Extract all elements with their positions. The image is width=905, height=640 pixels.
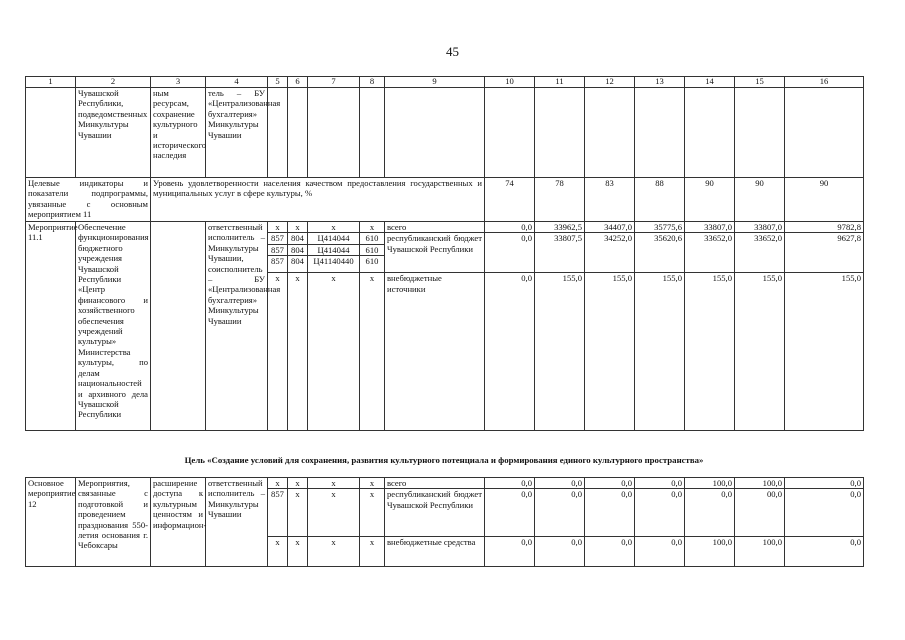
column-header: 9: [385, 77, 485, 88]
column-header: 15: [735, 77, 785, 88]
column-header: 8: [360, 77, 385, 88]
grbs-code: 857: [268, 256, 288, 273]
amount: 0,0: [785, 489, 864, 537]
section-code: x: [288, 273, 308, 431]
target-code: Ц414044: [308, 244, 360, 255]
expense-type-code: 610: [360, 256, 385, 273]
target-code: Ц41140440: [308, 256, 360, 273]
expense-type-code: x: [360, 273, 385, 431]
amount: 155,0: [635, 273, 685, 431]
grbs-code: 857: [268, 233, 288, 244]
amount: 35620,6: [635, 233, 685, 273]
amount: 0,0: [635, 537, 685, 567]
column-header: 6: [288, 77, 308, 88]
column-header: 13: [635, 77, 685, 88]
amount: 155,0: [535, 273, 585, 431]
cont-executor-text: Чувашской Республики, подведомственных Минкультуры Чувашии: [76, 88, 151, 178]
funding-source: всего: [385, 222, 485, 233]
expense-type-code: 610: [360, 244, 385, 255]
goal-heading: Цель «Создание условий для сохранения, развития культурного потенциала и формирования единого культурного пространства»: [184, 455, 704, 465]
amount: 0,0: [485, 537, 535, 567]
amount: 100,0: [685, 478, 735, 489]
amount: 0,0: [785, 537, 864, 567]
indicator-value: 88: [635, 178, 685, 222]
amount: 0,0: [485, 222, 535, 233]
column-header: 5: [268, 77, 288, 88]
measure-goal: расширение доступа к культурным ценностям и информацион-: [151, 478, 206, 567]
amount: 0,0: [535, 537, 585, 567]
amount: 0,0: [535, 478, 585, 489]
grbs-code: 857: [268, 489, 288, 537]
grbs-code: 857: [268, 244, 288, 255]
amount: 00,0: [735, 489, 785, 537]
cont-responsible-text: тель – БУ «Централизованная бухгалтерия» Минкультуры Чувашии: [206, 88, 268, 178]
amount: 33652,0: [735, 233, 785, 273]
amount: 0,0: [535, 489, 585, 537]
empty-cell: [635, 88, 685, 178]
amount: 35775,6: [635, 222, 685, 233]
section-code: 804: [288, 233, 308, 244]
section-code: x: [288, 489, 308, 537]
indicator-value: 83: [585, 178, 635, 222]
column-header: 4: [206, 77, 268, 88]
amount: 155,0: [785, 273, 864, 431]
expense-type-code: x: [360, 537, 385, 567]
grbs-code: x: [268, 478, 288, 489]
funding-source: внебюджетные средства: [385, 537, 485, 567]
section-code: x: [288, 537, 308, 567]
measure-12-total-row: [26, 478, 864, 489]
amount: 34252,0: [585, 233, 635, 273]
amount: 0,0: [585, 537, 635, 567]
amount: 155,0: [685, 273, 735, 431]
funding-source: внебюджетные источники: [385, 273, 485, 431]
measure-title: Основное мероприятие 12: [26, 478, 76, 567]
measure-description: Обеспечение функционирования бюджетного учреждения Чувашской Республики «Центр финансового и хозяйственного обеспечения учреждений культуры» Министерства культуры, по делам национальностей и архивного дела Чувашской Республики: [76, 222, 151, 431]
continuation-row: [26, 88, 864, 178]
empty-cell: [485, 88, 535, 178]
grbs-code: x: [268, 537, 288, 567]
target-code: x: [308, 478, 360, 489]
target-code: Ц414044: [308, 233, 360, 244]
empty-cell: [385, 88, 485, 178]
amount: 33962,5: [535, 222, 585, 233]
funding-source: республиканский бюджет Чувашской Республики: [385, 489, 485, 537]
measure-responsible: ответственный исполнитель – Минкультуры Чувашии, соисполнитель – БУ «Централизованная бухгалтерия» Минкультуры Чувашии: [206, 222, 268, 431]
amount: 9627,8: [785, 233, 864, 273]
measure-12-table: [25, 477, 864, 567]
column-header: 3: [151, 77, 206, 88]
column-header: 1: [26, 77, 76, 88]
amount: 0,0: [485, 489, 535, 537]
expense-type-code: x: [360, 489, 385, 537]
target-code: x: [308, 273, 360, 431]
amount: 9782,8: [785, 222, 864, 233]
indicator-row: [26, 178, 864, 222]
page-number: 45: [446, 44, 459, 59]
column-header: 12: [585, 77, 635, 88]
indicator-value: 90: [785, 178, 864, 222]
section-code: 804: [288, 244, 308, 255]
empty-cell: [585, 88, 635, 178]
grbs-code: x: [268, 273, 288, 431]
amount: 0,0: [635, 489, 685, 537]
amount: 33807,0: [685, 222, 735, 233]
cont-goal-text: ным ресурсам, сохранение культурного и исторического наследия: [151, 88, 206, 178]
column-header: 7: [308, 77, 360, 88]
empty-cell: [26, 88, 76, 178]
amount: 0,0: [485, 478, 535, 489]
section-code: 804: [288, 256, 308, 273]
target-code: x: [308, 537, 360, 567]
measure-responsible: ответственный исполнитель – Минкультуры Чувашии: [206, 478, 268, 567]
section-code: x: [288, 222, 308, 233]
amount: 0,0: [635, 478, 685, 489]
empty-cell: [785, 88, 864, 178]
column-header: 2: [76, 77, 151, 88]
amount: 100,0: [735, 478, 785, 489]
empty-cell: [735, 88, 785, 178]
program-table: [25, 76, 864, 431]
expense-type-code: 610: [360, 233, 385, 244]
expense-type-code: x: [360, 478, 385, 489]
section-code: x: [288, 478, 308, 489]
indicator-value: 78: [535, 178, 585, 222]
empty-cell: [151, 222, 206, 431]
measure-11-1-total-row: [26, 222, 864, 233]
empty-cell: [535, 88, 585, 178]
funding-source: всего: [385, 478, 485, 489]
indicator-value: 90: [735, 178, 785, 222]
indicator-label: Целевые индикаторы и показатели подпрограммы, увязанные с основным мероприятием 11: [26, 178, 151, 222]
column-number-row: [26, 77, 864, 88]
amount: 0,0: [685, 489, 735, 537]
amount: 33807,5: [535, 233, 585, 273]
column-header: 11: [535, 77, 585, 88]
amount: 100,0: [685, 537, 735, 567]
amount: 33652,0: [685, 233, 735, 273]
grbs-code: x: [268, 222, 288, 233]
column-header: 10: [485, 77, 535, 88]
amount: 155,0: [585, 273, 635, 431]
indicator-value: 90: [685, 178, 735, 222]
target-code: x: [308, 489, 360, 537]
amount: 34407,0: [585, 222, 635, 233]
funding-source: республиканский бюджет Чувашской Республики: [385, 233, 485, 273]
measure-description: Мероприятия, связанные с подготовкой и проведением празднования 550-летия основания г. Чебоксары: [76, 478, 151, 567]
column-header: 16: [785, 77, 864, 88]
column-header: 14: [685, 77, 735, 88]
amount: 100,0: [735, 537, 785, 567]
amount: 0,0: [785, 478, 864, 489]
measure-title: Мероприятие 11.1: [26, 222, 76, 431]
amount: 0,0: [585, 489, 635, 537]
amount: 0,0: [585, 478, 635, 489]
target-code: x: [308, 222, 360, 233]
empty-cell: [308, 88, 360, 178]
amount: 155,0: [735, 273, 785, 431]
empty-cell: [288, 88, 308, 178]
amount: 0,0: [485, 233, 535, 273]
empty-cell: [685, 88, 735, 178]
amount: 33807,0: [735, 222, 785, 233]
empty-cell: [360, 88, 385, 178]
amount: 0,0: [485, 273, 535, 431]
expense-type-code: x: [360, 222, 385, 233]
indicator-text: Уровень удовлетворенности населения качеством предоставления государственных и муниципальных услуг в сфере культуры, %: [151, 178, 485, 222]
indicator-value: 74: [485, 178, 535, 222]
